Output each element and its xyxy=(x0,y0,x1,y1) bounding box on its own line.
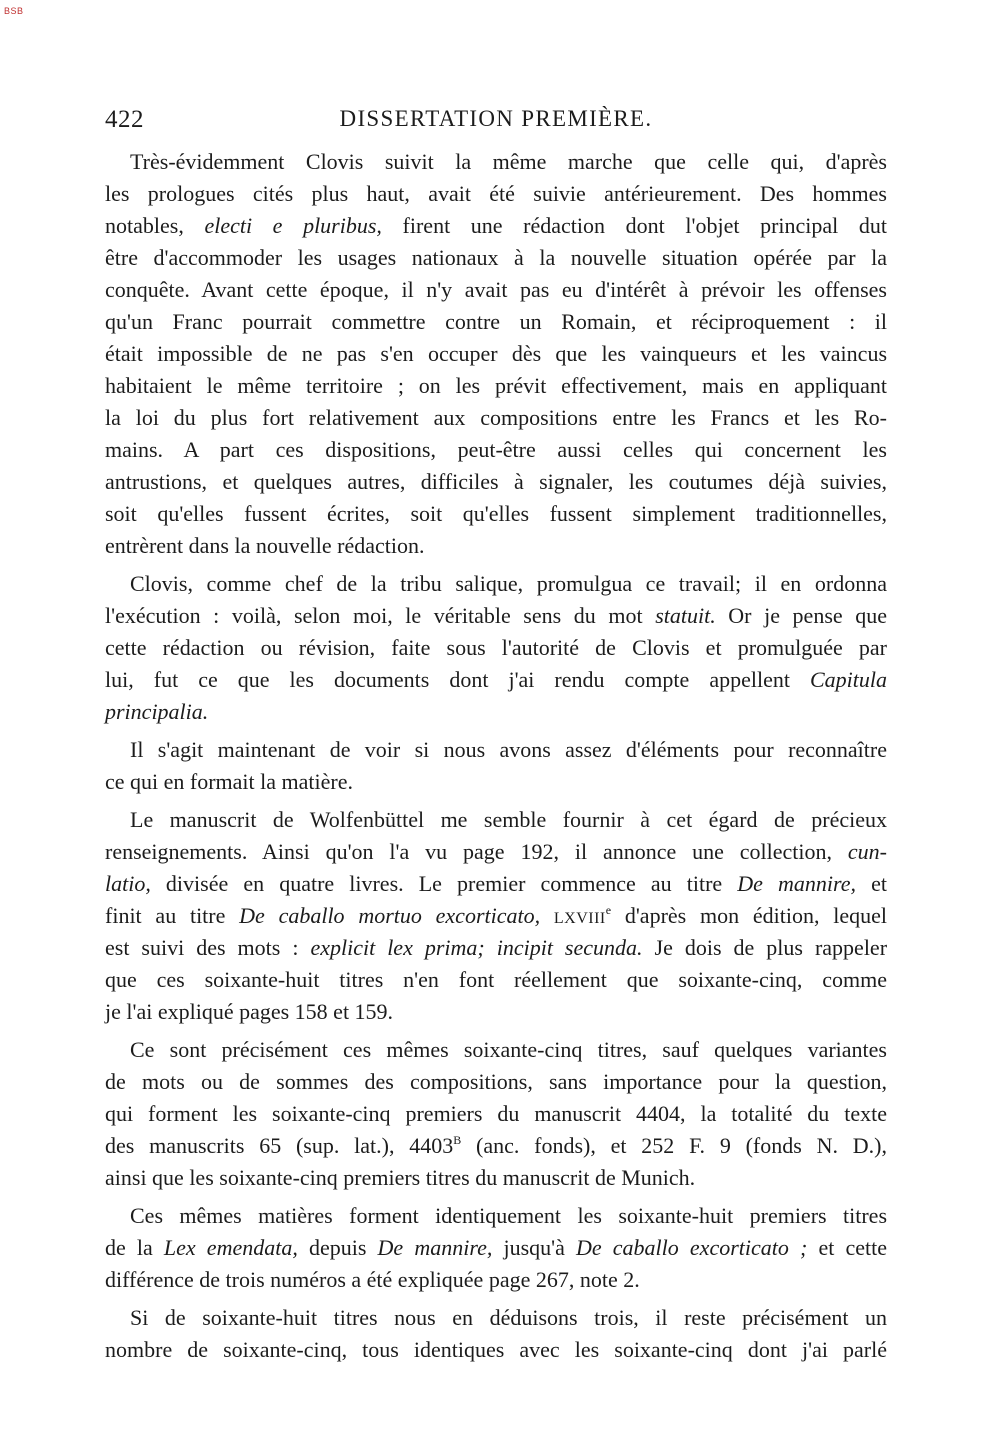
body-text xyxy=(105,146,887,1366)
library-watermark: BSB xyxy=(4,6,24,16)
text-span: notables, xyxy=(105,213,205,238)
italic-phrase: explicit lex prima; incipit secunda. xyxy=(310,935,643,960)
text-line: de mots ou de sommes des compositions, sans importance pour la question, xyxy=(105,1069,887,1094)
text-line: les prologues cités plus haut, avait été suivie antérieurement. Des hommes xyxy=(105,181,887,206)
paragraph-6 xyxy=(105,1200,887,1296)
text-span: (anc. fonds), et 252 F. 9 (fonds N. D.), xyxy=(461,1133,887,1158)
italic-phrase: De caballo excorticato ; xyxy=(576,1235,808,1260)
text-span: d'après mon édition, lequel xyxy=(611,903,887,928)
text-span: firent une rédaction dont l'objet principal dut xyxy=(381,213,887,238)
italic-phrase: statuit. xyxy=(655,603,716,628)
text-line: être d'accommoder les usages nationaux à la nouvelle situation opérée par la xyxy=(105,245,887,270)
text-line: différence de trois numéros a été expliquée page 267, note 2. xyxy=(105,1267,640,1292)
page-header xyxy=(105,106,887,140)
text-line: la loi du plus fort relativement aux compositions entre les Francs et les Ro- xyxy=(105,405,887,430)
text-line xyxy=(105,1130,887,1162)
text-line xyxy=(105,1232,887,1264)
paragraph-5 xyxy=(105,1034,887,1194)
text-span: est suivi des mots : xyxy=(105,935,311,960)
text-span: Je dois de plus rappeler xyxy=(642,935,888,960)
italic-phrase: Capitula xyxy=(809,667,887,692)
text-line: je l'ai expliqué pages 158 et 159. xyxy=(105,999,394,1024)
text-span: jusqu'à xyxy=(492,1235,577,1260)
italic-phrase: principalia. xyxy=(105,699,209,724)
text-line xyxy=(105,210,887,242)
text-line: qui forment les soixante-cinq premiers du manuscrit 4404, la totalité du texte xyxy=(105,1101,887,1126)
text-line: mains. A part ces dispositions, peut-être aussi celles qui concernent les xyxy=(105,437,887,462)
text-line: entrèrent dans la nouvelle rédaction. xyxy=(105,533,425,558)
paragraph-4 xyxy=(105,804,887,1028)
text-line: conquête. Avant cette époque, il n'y avait pas eu d'intérêt à prévoir les offenses xyxy=(105,277,887,302)
text-line: Le manuscrit de Wolfenbüttel me semble fournir à cet égard de précieux xyxy=(130,807,887,832)
text-span: renseignements. Ainsi qu'on l'a vu page 192, il annonce une collection, xyxy=(105,839,848,864)
text-line: était impossible de ne pas s'en occuper dès que les vainqueurs et les vaincus xyxy=(105,341,887,366)
text-line xyxy=(105,868,887,900)
text-line: ainsi que les soixante-cinq premiers titres du manuscrit de Munich. xyxy=(105,1165,696,1190)
text-line xyxy=(105,696,887,728)
text-line xyxy=(105,900,887,932)
paragraph-2 xyxy=(105,568,887,728)
italic-phrase: electi e pluribus, xyxy=(204,213,382,238)
text-span: et xyxy=(856,871,887,896)
text-span: de la xyxy=(105,1235,164,1260)
text-line: Ce sont précisément ces mêmes soixante-cinq titres, sauf quelques variantes xyxy=(130,1037,887,1062)
text-line: qu'un Franc pourrait commettre contre un Romain, et réciproquement : il xyxy=(105,309,887,334)
italic-phrase: De mannire, xyxy=(377,1235,493,1260)
text-span: et cette xyxy=(807,1235,887,1260)
italic-phrase: De caballo mortuo excorticato, xyxy=(239,903,541,928)
italic-phrase: De mannire, xyxy=(737,871,857,896)
italic-phrase: cun- xyxy=(847,839,887,864)
text-line: Clovis, comme chef de la tribu salique, promulgua ce travail; il en ordonna xyxy=(130,571,887,596)
text-line xyxy=(105,664,887,696)
running-title: DISSERTATION PREMIÈRE. xyxy=(339,106,653,131)
roman-numeral: LXVIII xyxy=(553,910,606,927)
italic-phrase: Lex emendata, xyxy=(163,1235,298,1260)
text-span: lui, fut ce que les documents dont j'ai rendu compte appellent xyxy=(105,667,810,692)
superscript: B xyxy=(453,1133,462,1147)
text-line: cette rédaction ou révision, faite sous l'autorité de Clovis et promulguée par xyxy=(105,635,887,660)
paragraph-7 xyxy=(105,1302,887,1366)
text-span: finit au titre xyxy=(105,903,240,928)
paragraph-3 xyxy=(105,734,887,798)
text-line xyxy=(105,932,887,964)
text-line: ce qui en formait la matière. xyxy=(105,769,353,794)
text-span: depuis xyxy=(297,1235,378,1260)
page-number: 422 xyxy=(105,106,144,133)
text-line: antrustions, et quelques autres, difficiles à signaler, les coutumes déjà suivies, xyxy=(105,469,887,494)
text-line xyxy=(105,600,887,632)
text-span: des manuscrits 65 (sup. lat.), 4403 xyxy=(105,1133,454,1158)
text-span: l'exécution : voilà, selon moi, le véritable sens du mot xyxy=(105,603,656,628)
text-line: Si de soixante-huit titres nous en déduisons trois, il reste précisément un xyxy=(130,1305,887,1330)
text-line: Ces mêmes matières forment identiquement les soixante-huit premiers titres xyxy=(130,1203,887,1228)
text-span: Or je pense que xyxy=(715,603,887,628)
paragraph-1 xyxy=(105,146,887,562)
text-line: nombre de soixante-cinq, tous identiques avec les soixante-cinq dont j'ai parlé xyxy=(105,1337,887,1362)
superscript: e xyxy=(605,903,612,917)
text-line xyxy=(105,836,887,868)
italic-phrase: latio, xyxy=(105,871,151,896)
text-line: habitaient le même territoire ; on les prévit effectivement, mais en appliquant xyxy=(105,373,887,398)
text-line: Très-évidemment Clovis suivit la même marche que celle qui, d'après xyxy=(130,149,887,174)
text-line: soit qu'elles fussent écrites, soit qu'elles fussent simplement traditionnelles, xyxy=(105,501,887,526)
text-line: que ces soixante-huit titres n'en font réellement que soixante-cinq, comme xyxy=(105,967,887,992)
text-line: Il s'agit maintenant de voir si nous avons assez d'éléments pour reconnaître xyxy=(130,737,887,762)
text-span: divisée en quatre livres. Le premier commence au titre xyxy=(150,871,738,896)
